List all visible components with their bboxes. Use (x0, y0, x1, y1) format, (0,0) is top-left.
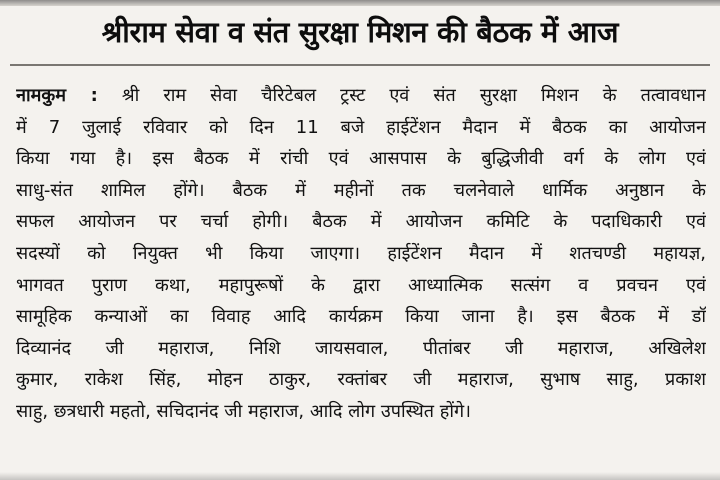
article-line-3: किया गया है। इस बैठक में रांची एवं आसपास के बुद्धिजीवी वर्ग के लोग एवं (16, 148, 706, 170)
headline-divider (10, 64, 710, 66)
article-line-8: सामूहिक कन्याओं का विवाह आदि कार्यक्रम किया जाना है। इस बैठक में डॉ (16, 306, 706, 328)
bottom-cut-edge (0, 472, 720, 480)
article-line-10: कुमार, राकेश सिंह, मोहन ठाकुर, रक्तांबर जी महाराज, सुभाष साहु, प्रकाश (16, 369, 706, 391)
article-line-1-text: श्री राम सेवा चैरिटेबल ट्रस्ट एवं संत सुरक्षा मिशन के तत्वावधान (97, 85, 706, 106)
article-line-5: सफल आयोजन पर चर्चा होगी। बैठक में आयोजन कमिटि के पदाधिकारी एवं (16, 211, 706, 233)
article-line-1 (16, 80, 706, 112)
article-line-7: भागवत पुराण कथा, महापुरूषों के द्वारा आध्यात्मिक सत्संग व प्रवचन एवं (16, 274, 706, 296)
article-line-6: सदस्यों को नियुक्त भी किया जाएगा। हाईटेंशन मैदान में शतचण्डी महायज्ञ, (16, 242, 706, 264)
headline: श्रीराम सेवा व संत सुरक्षा मिशन की बैठक में आज (101, 15, 619, 49)
article-line-4: साधु-संत शामिल होंगे। बैठक में महीनों तक चलनेवाले धार्मिक अनुष्ठान के (16, 179, 706, 201)
top-cut-edge (0, 0, 720, 6)
article-line-2: में 7 जुलाई रविवार को दिन 11 बजे हाईटेंशन मैदान में बैठक का आयोजन (16, 116, 706, 138)
article-body (16, 80, 706, 428)
article-line-9: दिव्यानंद जी महाराज, निशि जायसवाल, पीतांबर जी महाराज, अखिलेश (16, 337, 706, 359)
dateline: नामकुम : (16, 85, 98, 106)
article-line-11: साहु, छत्रधारी महतो, सचिदानंद जी महाराज, आदि लोग उपस्थित होंगे। (16, 400, 471, 422)
